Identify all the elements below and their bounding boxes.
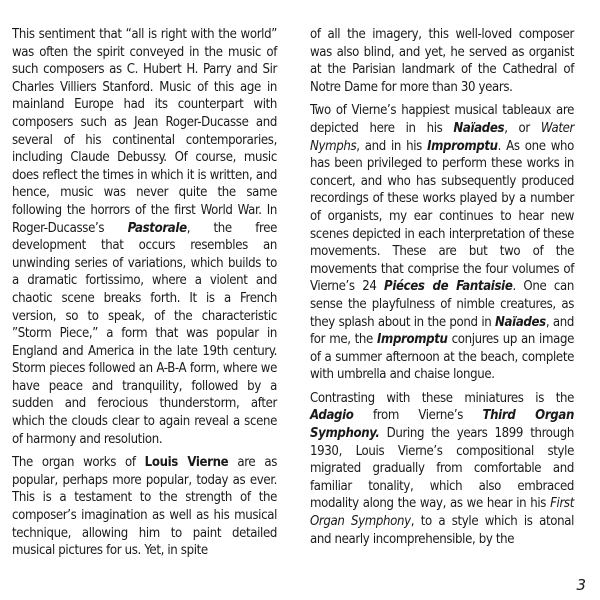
text-run: . As one who has been privileged to perform these works in concert, and who has subsequently produced recordings of these works played by a number of organists, my ear continues to hear new scenes depicted in each interpretation of these movements. These are but two of the movements that comprise the four volumes of Vierne’s 24 bbox=[310, 138, 575, 295]
work-title-third-organ-symphony: Third Organ Symphony. bbox=[310, 408, 575, 442]
text-run: . One can sense the playfulness of nimble creatures, as they splash about in the pond in bbox=[310, 279, 574, 330]
work-title-impromptu: Impromptu bbox=[377, 332, 448, 348]
text-run: , and for me, the bbox=[310, 314, 574, 348]
text-run: Contrasting with these miniatures is the bbox=[310, 390, 574, 406]
work-title-water-nymphs: Water Nymphs bbox=[310, 120, 574, 154]
text-run: Two of Vierne’s happiest musical tableaux are depicted here in his bbox=[310, 103, 574, 136]
page-number: 3 bbox=[576, 576, 586, 594]
work-title-naiades: Naïades bbox=[453, 120, 505, 136]
work-title-first-organ-symphony: First Organ Symphony bbox=[310, 496, 574, 530]
right-column bbox=[310, 26, 574, 554]
text-run: , to a style which is atonal and nearly incomprehensible, by the bbox=[310, 514, 574, 547]
text-run: are as popular, perhaps more popular, today as ever. This is a testament to the strength of the composer’s imagination as well as his musical technique, allowing him to paint detailed musical pictures for us. Yet, in spite bbox=[12, 455, 277, 559]
paragraph-symphonies bbox=[310, 390, 574, 548]
work-title-pieces-de-fantaisie: Piéces de Fantaisie bbox=[384, 279, 513, 295]
text-run: from Vierne’s bbox=[353, 408, 483, 424]
work-title-pastorale: Pastorale bbox=[127, 220, 187, 236]
text-run: This sentiment that “all is right with the world” was often the spirit conveyed in the music of such composers as C. Hubert H. Parry and Sir Charles Villiers Stanford. Music of this age in mainland Europe had its counterpart with composers such as Jean Roger-Ducasse and several of his continental contemporaries, including Claude Debussy. Of course, music does reflect the times in which it is written, and hence, music was never quite the same following the horrors of the first World War. In Roger-Ducasse’s bbox=[12, 27, 277, 236]
composer-name-louis-vierne: Louis Vierne bbox=[144, 455, 229, 471]
text-run: , or bbox=[504, 120, 541, 136]
text-run: , and in his bbox=[356, 138, 428, 154]
paragraph-louis-vierne bbox=[12, 454, 277, 560]
paragraph-tableaux bbox=[310, 102, 574, 384]
paragraph-continuation bbox=[310, 26, 574, 96]
work-title-adagio: Adagio bbox=[310, 408, 354, 424]
text-run: The organ works of bbox=[12, 455, 145, 471]
text-run: conjures up an image of a summer afternoon at the beach, complete with umbrella and chaise longue. bbox=[310, 332, 574, 383]
text-run: , the free development that occurs resembles an unwinding series of variations, which builds to a dramatic fortissimo, where a violent and chaotic scene breaks forth. It is a French version, so to speak, of the characteristic ”Storm Piece,” a form that was popular in England and America in the late 19th century. Storm pieces followed an A-B-A form, where we have peace and tranquility, followed by a sudden and ferocious thunderstorm, after which the clouds clear to again reveal a scene of harmony and resolution. bbox=[12, 220, 277, 447]
paragraph-storm-piece bbox=[12, 26, 277, 448]
work-title-impromptu: Impromptu bbox=[427, 138, 498, 154]
text-run: of all the imagery, this well-loved composer was also blind, and yet, he served as organist at the Parisian landmark of the Cathedral of Notre Dame for more than 30 years. bbox=[310, 27, 574, 95]
text-run: During the years 1899 through 1930, Louis Vierne’s compositional style migrated gradually from comfortable and familiar tonality, which also embraced modality along the way, as we hear in his bbox=[310, 426, 574, 512]
left-column bbox=[12, 26, 277, 566]
work-title-naiades: Naïades bbox=[495, 314, 546, 330]
